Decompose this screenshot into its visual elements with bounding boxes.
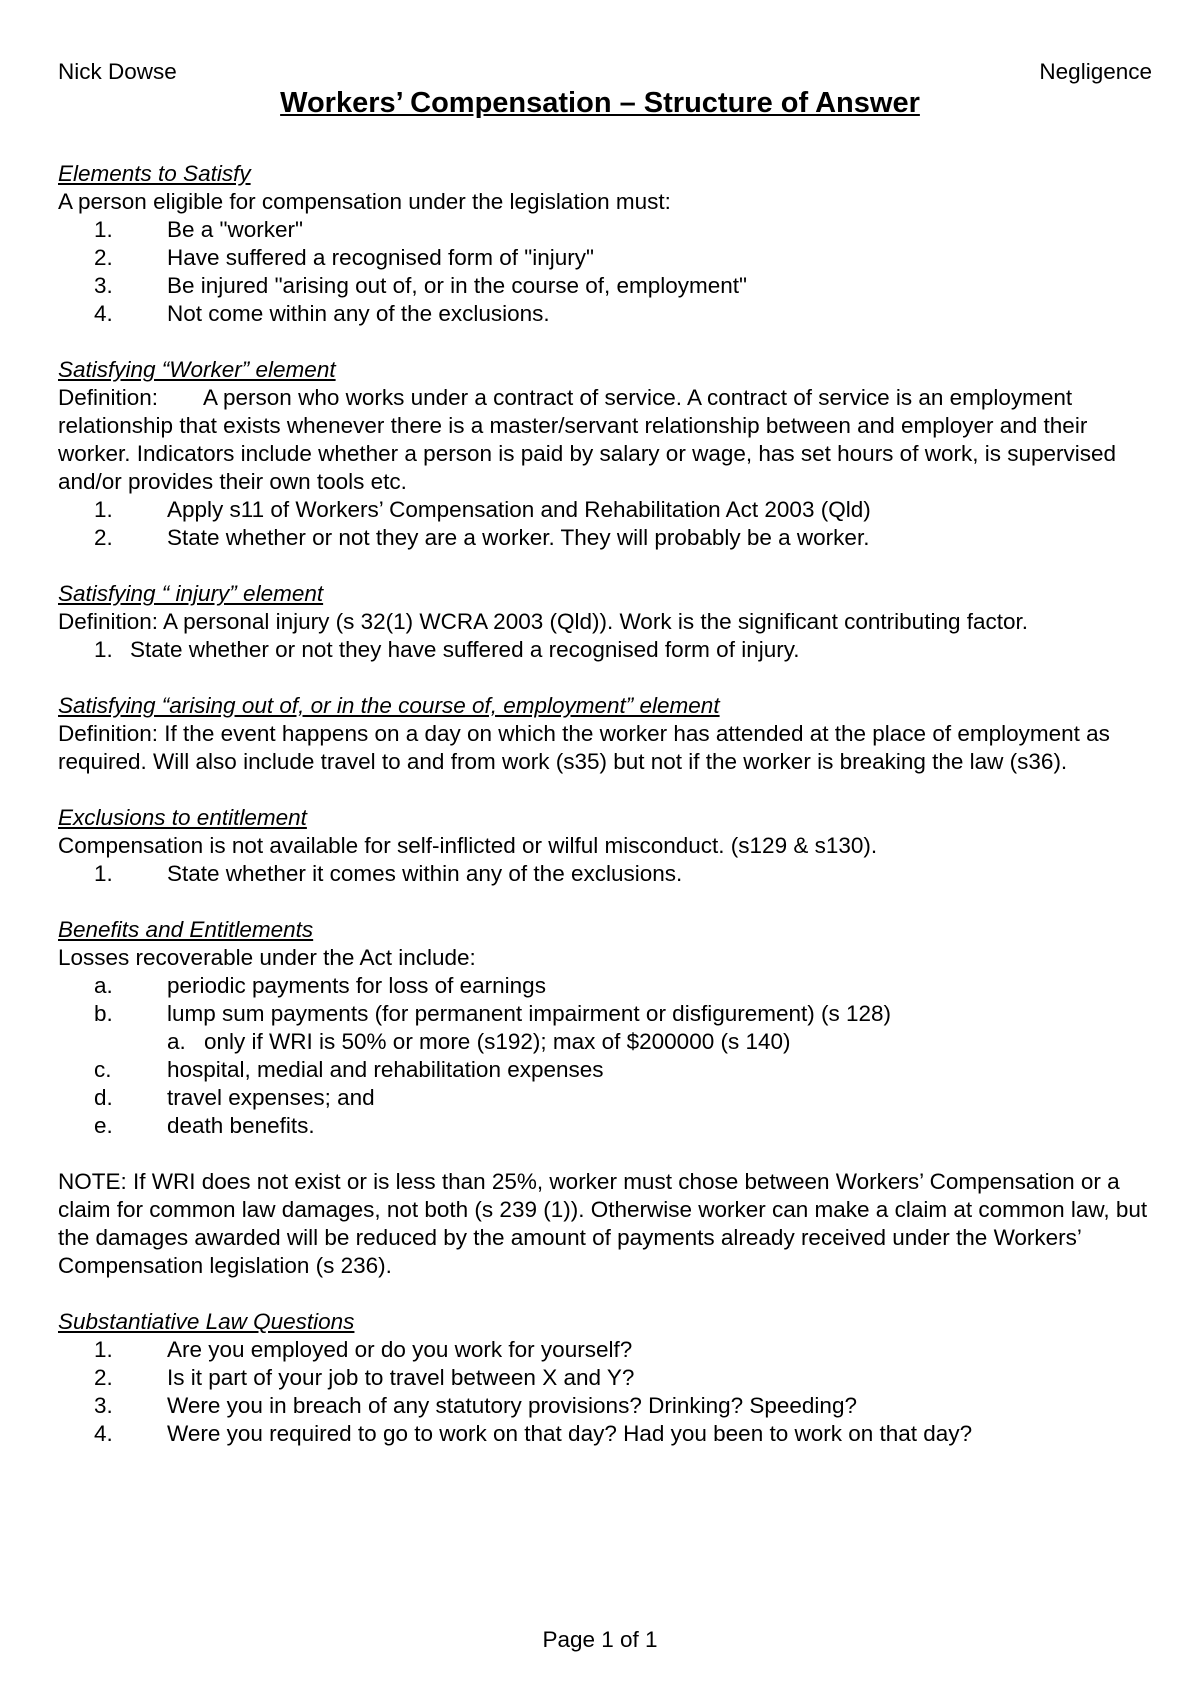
document-body — [58, 160, 1158, 1448]
list-item: 1. Are you employed or do you work for yourself? — [94, 1337, 633, 1362]
section-heading-arising: Satisfying “arising out of, or in the course of, employment” element — [58, 693, 720, 718]
section-heading-exclusions: Exclusions to entitlement — [58, 805, 307, 830]
list-item: 4. Were you required to go to work on that day? Had you been to work on that day? — [94, 1421, 973, 1446]
note-paragraph: NOTE: If WRI does not exist or is less than 25%, worker must chose between Workers’ Compensation or a claim for common law damages, not both (s 239 (1)). Otherwise worker can make a claim at common law, but the damages awarded will be reduced by the amount of payments already received under the Workers’ Compensation legislation (s 236). — [58, 1169, 1148, 1278]
injury-definition: Definition: A personal injury (s 32(1) WCRA 2003 (Qld)). Work is the significant contributing factor. — [58, 609, 1029, 634]
document-title: Workers’ Compensation – Structure of Answer — [280, 87, 920, 119]
header-topic: Negligence — [1039, 59, 1152, 84]
list-item: 3. Be injured "arising out of, or in the course of, employment" — [94, 273, 748, 298]
section-heading-injury: Satisfying “ injury” element — [58, 581, 324, 606]
section-heading-worker: Satisfying “Worker” element — [58, 357, 336, 382]
list-subitem: a. only if WRI is 50% or more (s192); max of $200000 (s 140) — [167, 1029, 791, 1054]
list-item: 4. Not come within any of the exclusions. — [94, 301, 550, 326]
header-author: Nick Dowse — [58, 59, 177, 84]
list-item: 2. State whether or not they are a worker. They will probably be a worker. — [94, 525, 870, 550]
list-item: d. travel expenses; and — [94, 1085, 375, 1110]
section-heading-benefits: Benefits and Entitlements — [58, 917, 314, 942]
page-header — [58, 58, 1152, 86]
list-item: 3. Were you in breach of any statutory provisions? Drinking? Speeding? — [94, 1393, 857, 1418]
list-item: c. hospital, medial and rehabilitation expenses — [94, 1057, 604, 1082]
list-item: e. death benefits. — [94, 1113, 315, 1138]
list-item: 1. Be a "worker" — [94, 217, 304, 242]
elements-intro: A person eligible for compensation under the legislation must: — [58, 189, 671, 214]
list-item: 2. Have suffered a recognised form of "injury" — [94, 245, 595, 270]
list-item: 1. Apply s11 of Workers’ Compensation and Rehabilitation Act 2003 (Qld) — [94, 497, 871, 522]
list-item: a. periodic payments for loss of earnings — [94, 973, 546, 998]
section-heading-questions: Substantiative Law Questions — [58, 1309, 355, 1334]
list-item: 2. Is it part of your job to travel between X and Y? — [94, 1365, 635, 1390]
benefits-intro: Losses recoverable under the Act include: — [58, 945, 476, 970]
exclusions-text: Compensation is not available for self-inflicted or wilful misconduct. (s129 & s130). — [58, 833, 878, 858]
list-item: b. lump sum payments (for permanent impairment or disfigurement) (s 128) — [94, 1001, 892, 1026]
arising-definition: Definition: If the event happens on a day on which the worker has attended at the place of employment as required. Will also include travel to and from work (s35) but not if the worker is breaking the law (s36). — [58, 721, 1110, 774]
page-footer: Page 1 of 1 — [542, 1627, 658, 1652]
list-item: 1. State whether or not they have suffered a recognised form of injury. — [94, 637, 800, 662]
worker-definition: Definition: A person who works under a contract of service. A contract of service is an employment relationship that exists whenever there is a master/servant relationship between and employer and their worker. Indicators include whether a person is paid by salary or wage, has set hours of work, is supervised and/or provides their own tools etc. — [58, 385, 1117, 494]
section-heading-elements: Elements to Satisfy — [58, 161, 251, 186]
list-item: 1. State whether it comes within any of the exclusions. — [94, 861, 683, 886]
